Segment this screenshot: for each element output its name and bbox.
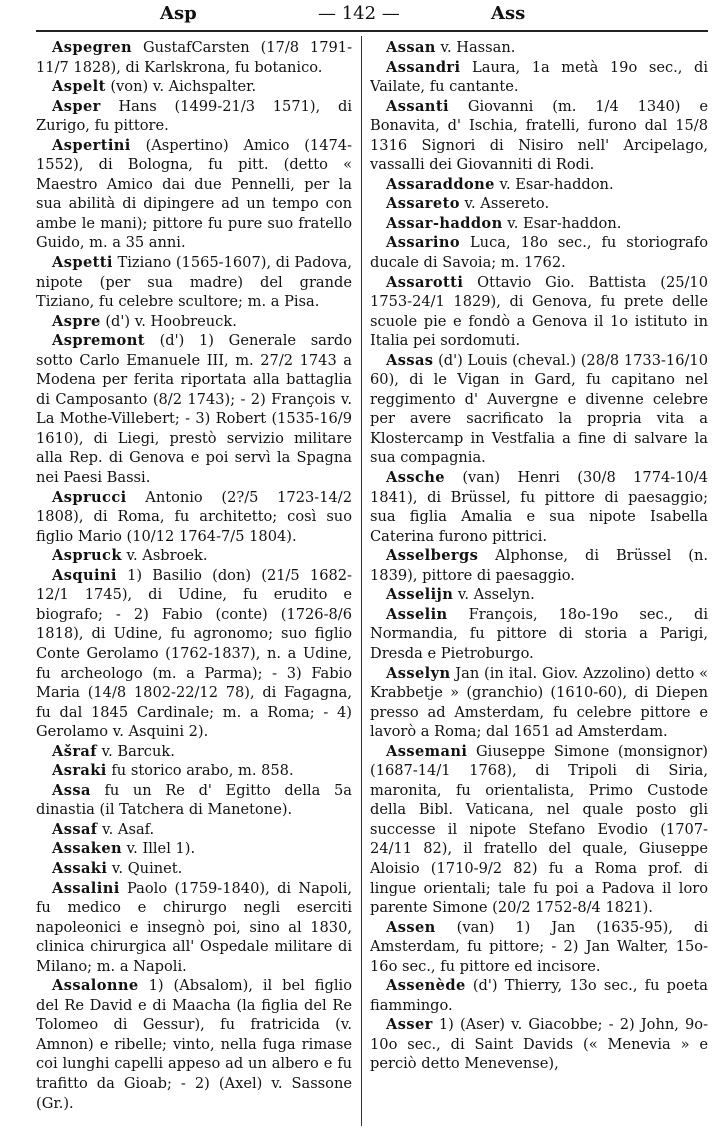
- entry-text: (d') Louis (cheval.) (28/8 1733-16/10 60), di le Vigan in Gard, fu capitano nel reggimento d' Auvergne e divenne celebre per avere sacrificato la propria vita a Klostercamp in Vestfalia a fine di salvare la sua compagnia.: [370, 351, 708, 467]
- entry-text: Alphonse, di Brüssel (n. 1839), pittore di paesaggio.: [370, 547, 708, 584]
- entry-text: Paolo (1759-1840), di Napoli, fu medico e chirurgo negli eserciti napoleonici e insegnò poi, sino al 1830, clinica chirurgica all' Ospedale militare di Milano; m. a Napoli.: [36, 879, 352, 975]
- entry-headword: Aspelt: [52, 78, 106, 96]
- dictionary-entry: [36, 761, 352, 781]
- entry-headword: Asper: [52, 97, 101, 115]
- dictionary-entry: [36, 38, 352, 77]
- entry-text: (von) v. Aichspalter.: [110, 78, 257, 96]
- dictionary-entry: [36, 253, 352, 312]
- dictionary-entry: [36, 839, 352, 859]
- dictionary-entry: [370, 175, 708, 195]
- entry-text: v. Hassan.: [440, 39, 516, 56]
- entry-text: Giuseppe Simone (monsignor) (1687-14/1 1768), di Tripoli di Siria, maronita, fu orientalista, Primo Custode della Bibl. Vaticana, nel quale posto gli successe il nipote Stefano Evodio (1707-24/11 82), il fratello del quale, Giuseppe Aloisio (1710-9/2 82) fu a Roma prof. di lingue orientali; tale fu poi a Padova il loro parente Simone (20/2 1752-8/4 1821).: [370, 742, 708, 917]
- running-header: [0, 0, 718, 34]
- entry-headword: Assaken: [52, 840, 123, 858]
- entry-headword: Assalonne: [52, 977, 139, 995]
- entry-text: 1) (Absalom), il bel figlio del Re David e di Maacha (la figlia del Re Tolomeo di Gessur), fu fratricida (v. Amnon) e ribelle; vinto, nella fuga rimase coi lunghi capelli appeso ad un albero e fu trafitto da Gioab; - 2) (Axel) v. Sassone (Gr.).: [36, 977, 352, 1112]
- dictionary-entry: [36, 566, 352, 742]
- entry-text: Hans (1499-21/3 1571), di Zurigo, fu pittore.: [36, 97, 352, 135]
- dictionary-entry: [370, 546, 708, 585]
- page-number: — 142 —: [318, 3, 400, 24]
- entry-headword: Assaf: [52, 820, 98, 838]
- entry-headword: Assaraddone: [386, 175, 495, 193]
- entry-text: v. Illel 1).: [126, 840, 196, 858]
- dictionary-entry: [370, 742, 708, 918]
- entry-headword: Assanti: [386, 97, 449, 115]
- entry-headword: Asser: [386, 1016, 433, 1034]
- entry-text: 1) (Aser) v. Giacobbe; - 2) John, 9o-10o sec., di Saint Davids (« Menevia » e perciò detto Menevense),: [370, 1016, 708, 1073]
- entry-text: (d') v. Hoobreuck.: [105, 312, 237, 330]
- entry-headword: Assemani: [386, 742, 468, 760]
- entry-text: v. Esar-haddon.: [507, 214, 622, 232]
- entry-text: (van) Henri (30/8 1774-10/4 1841), di Brüssel, fu pittore di paesaggio; sua figlia Amalia e sua nipote Isabella Caterina furono pittrici.: [370, 469, 708, 545]
- entry-text: v. Asaf.: [102, 820, 155, 838]
- entry-headword: Assen: [386, 918, 436, 936]
- entry-text: v. Asbroek.: [126, 547, 208, 565]
- entry-text: v. Barcuk.: [101, 742, 175, 760]
- dictionary-entry: [370, 38, 708, 58]
- entry-headword: Aspetti: [52, 254, 113, 272]
- entry-headword: Assenède: [386, 977, 466, 995]
- entry-text: v. Quinet.: [111, 859, 183, 877]
- dictionary-entry: [370, 58, 708, 97]
- entry-headword: Asselbergs: [386, 547, 479, 565]
- header-left-guide-word: Asp: [160, 3, 197, 24]
- entry-text: Laura, 1a metà 19o sec., di Vailate, fu cantante.: [370, 58, 708, 96]
- entry-text: v. Asselyn.: [457, 586, 535, 604]
- entry-headword: Assarino: [386, 234, 460, 252]
- entry-text: (d') Thierry, 13o sec., fu poeta fiammingo.: [370, 977, 708, 1014]
- entry-text: 1) Basilio (don) (21/5 1682-12/1 1745), di Udine, fu erudito e biografo; - 2) Fabio (conte) (1726-8/6 1818), di Udine, fu agronomo; suo figlio Conte Gerolamo (1762-1837), n. a Udine, fu archeologo (m. a Parma); - 3) Fabio Maria (14/8 1802-22/12 78), di Fagagna, fu dal 1845 Cardinale; m. a Roma; - 4) Gerolamo v. Asquini 2).: [36, 566, 352, 741]
- dictionary-entry: [36, 781, 352, 820]
- entry-text: (van) 1) Jan (1635-95), di Amsterdam, fu pittore; - 2) Jan Walter, 15o-16o sec., fu pittore ed incisore.: [370, 918, 708, 975]
- entry-headword: Asraki: [52, 762, 107, 780]
- dictionary-entry: [370, 273, 708, 351]
- dictionary-entry: [36, 488, 352, 547]
- right-column: [370, 38, 708, 1130]
- dictionary-entry: [36, 331, 352, 487]
- entry-text: Tiziano (1565-1607), di Padova, nipote (per sua madre) del grande Tiziano, fu celebre scultore; m. a Pisa.: [36, 254, 352, 311]
- entry-headword: Assas: [386, 351, 434, 369]
- entry-text: Ottavio Gio. Battista (25/10 1753-24/1 1829), di Genova, fu prete delle scuole pie e fondò a Genova il 1o istituto in Italia pei sordomuti.: [370, 273, 708, 350]
- entry-headword: Assandri: [386, 58, 461, 76]
- entry-headword: Aspremont: [52, 332, 145, 350]
- entry-headword: Asquini: [52, 566, 117, 584]
- entry-headword: Asselin: [386, 605, 448, 623]
- dictionary-entry: [370, 351, 708, 468]
- dictionary-entry: [370, 97, 708, 175]
- dictionary-entry: [370, 664, 708, 742]
- dictionary-entry: [370, 976, 708, 1015]
- header-right-guide-word: Ass: [491, 3, 526, 24]
- dictionary-entry: [36, 136, 352, 253]
- entry-headword: Assar-haddon: [386, 214, 503, 232]
- entry-headword: Asselyn: [386, 664, 451, 682]
- dictionary-entry: [36, 976, 352, 1113]
- dictionary-entry: [36, 879, 352, 977]
- entry-headword: Assareto: [386, 195, 460, 213]
- dictionary-entry: [370, 605, 708, 664]
- entry-text: Antonio (2?/5 1723-14/2 1808), di Roma, fu architetto; così suo figlio Mario (10/12 1764-7/5 1804).: [36, 488, 352, 545]
- dictionary-entry: [36, 820, 352, 840]
- dictionary-entry: [36, 859, 352, 879]
- entry-text: v. Assereto.: [464, 195, 550, 213]
- entry-text: (d') 1) Generale sardo sotto Carlo Emanuele III, m. 27/2 1743 a Modena per ferita riportata alla battaglia di Camposanto (8/2 1743); - 2) François v. La Mothe-Villebert; - 3) Robert (1535-16/9 1610), di Liegi, prestò servizio militare alla Rep. di Genova e poi servì la Spagna nei Paesi Bassi.: [36, 332, 352, 487]
- entry-headword: Aspegren: [52, 39, 133, 56]
- dictionary-entry: [370, 918, 708, 977]
- entry-text: Jan (in ital. Giov. Azzolino) detto « Krabbetje » (granchio) (1610-60), di Diepen presso ad Amsterdam, fu celebre pittore e lavorò a Roma; dal 1651 ad Amsterdam.: [370, 664, 708, 741]
- entry-headword: Assche: [386, 469, 445, 487]
- entry-text: Luca, 18o sec., fu storiografo ducale di Savoia; m. 1762.: [370, 234, 708, 272]
- dictionary-entry: [370, 233, 708, 272]
- entry-text: François, 18o-19o sec., di Normandia, fu pittore di storia a Parigi, Dresda e Pietroburgo.: [370, 605, 708, 662]
- dictionary-entry: [36, 312, 352, 332]
- entry-headword: Assa: [52, 781, 91, 799]
- entry-headword: Assan: [386, 39, 436, 56]
- column-divider: [361, 36, 362, 1126]
- dictionary-entry: [36, 77, 352, 97]
- dictionary-entry: [370, 194, 708, 214]
- entry-headword: Assarotti: [386, 273, 464, 291]
- dictionary-entry: [36, 742, 352, 762]
- entry-text: v. Esar-haddon.: [499, 175, 614, 193]
- entry-headword: Asselijn: [386, 586, 454, 604]
- entry-text: Giovanni (m. 1/4 1340) e Bonavita, d' Ischia, fratelli, furono dal 15/8 1316 Signori di Nisiro nell' Arcipelago, vassalli dei Giovanniti di Rodi.: [370, 97, 708, 174]
- entry-headword: Aspre: [52, 312, 101, 330]
- entry-text: GustafCarsten (17/8 1791-11/7 1828), di Karlskrona, fu botanico.: [36, 39, 352, 76]
- dictionary-entry: [36, 97, 352, 136]
- entry-headword: Aspertini: [52, 136, 131, 154]
- entry-headword: Assaki: [52, 859, 108, 877]
- dictionary-entry: [370, 468, 708, 546]
- entry-headword: Assalini: [52, 879, 120, 897]
- dictionary-entry: [36, 546, 352, 566]
- entry-text: fu un Re d' Egitto della 5a dinastia (il Tatchera di Manetone).: [36, 781, 352, 819]
- header-rule: [36, 30, 708, 32]
- entry-headword: Ašraf: [52, 742, 97, 760]
- dictionary-entry: [370, 1015, 708, 1074]
- entry-text: fu storico arabo, m. 858.: [111, 762, 294, 780]
- dictionary-entry: [370, 214, 708, 234]
- entry-headword: Aspruck: [52, 547, 122, 565]
- dictionary-entry: [370, 585, 708, 605]
- entry-text: (Aspertino) Amico (1474-1552), di Bologna, fu pitt. (detto « Maestro Amico dai due Pennelli, per la sua abilità di dipingere ad un tempo con ambe le mani); pittore fu pure suo fratello Guido, m. a 35 anni.: [36, 136, 352, 252]
- left-column: [36, 38, 352, 1130]
- entry-headword: Asprucci: [52, 488, 127, 506]
